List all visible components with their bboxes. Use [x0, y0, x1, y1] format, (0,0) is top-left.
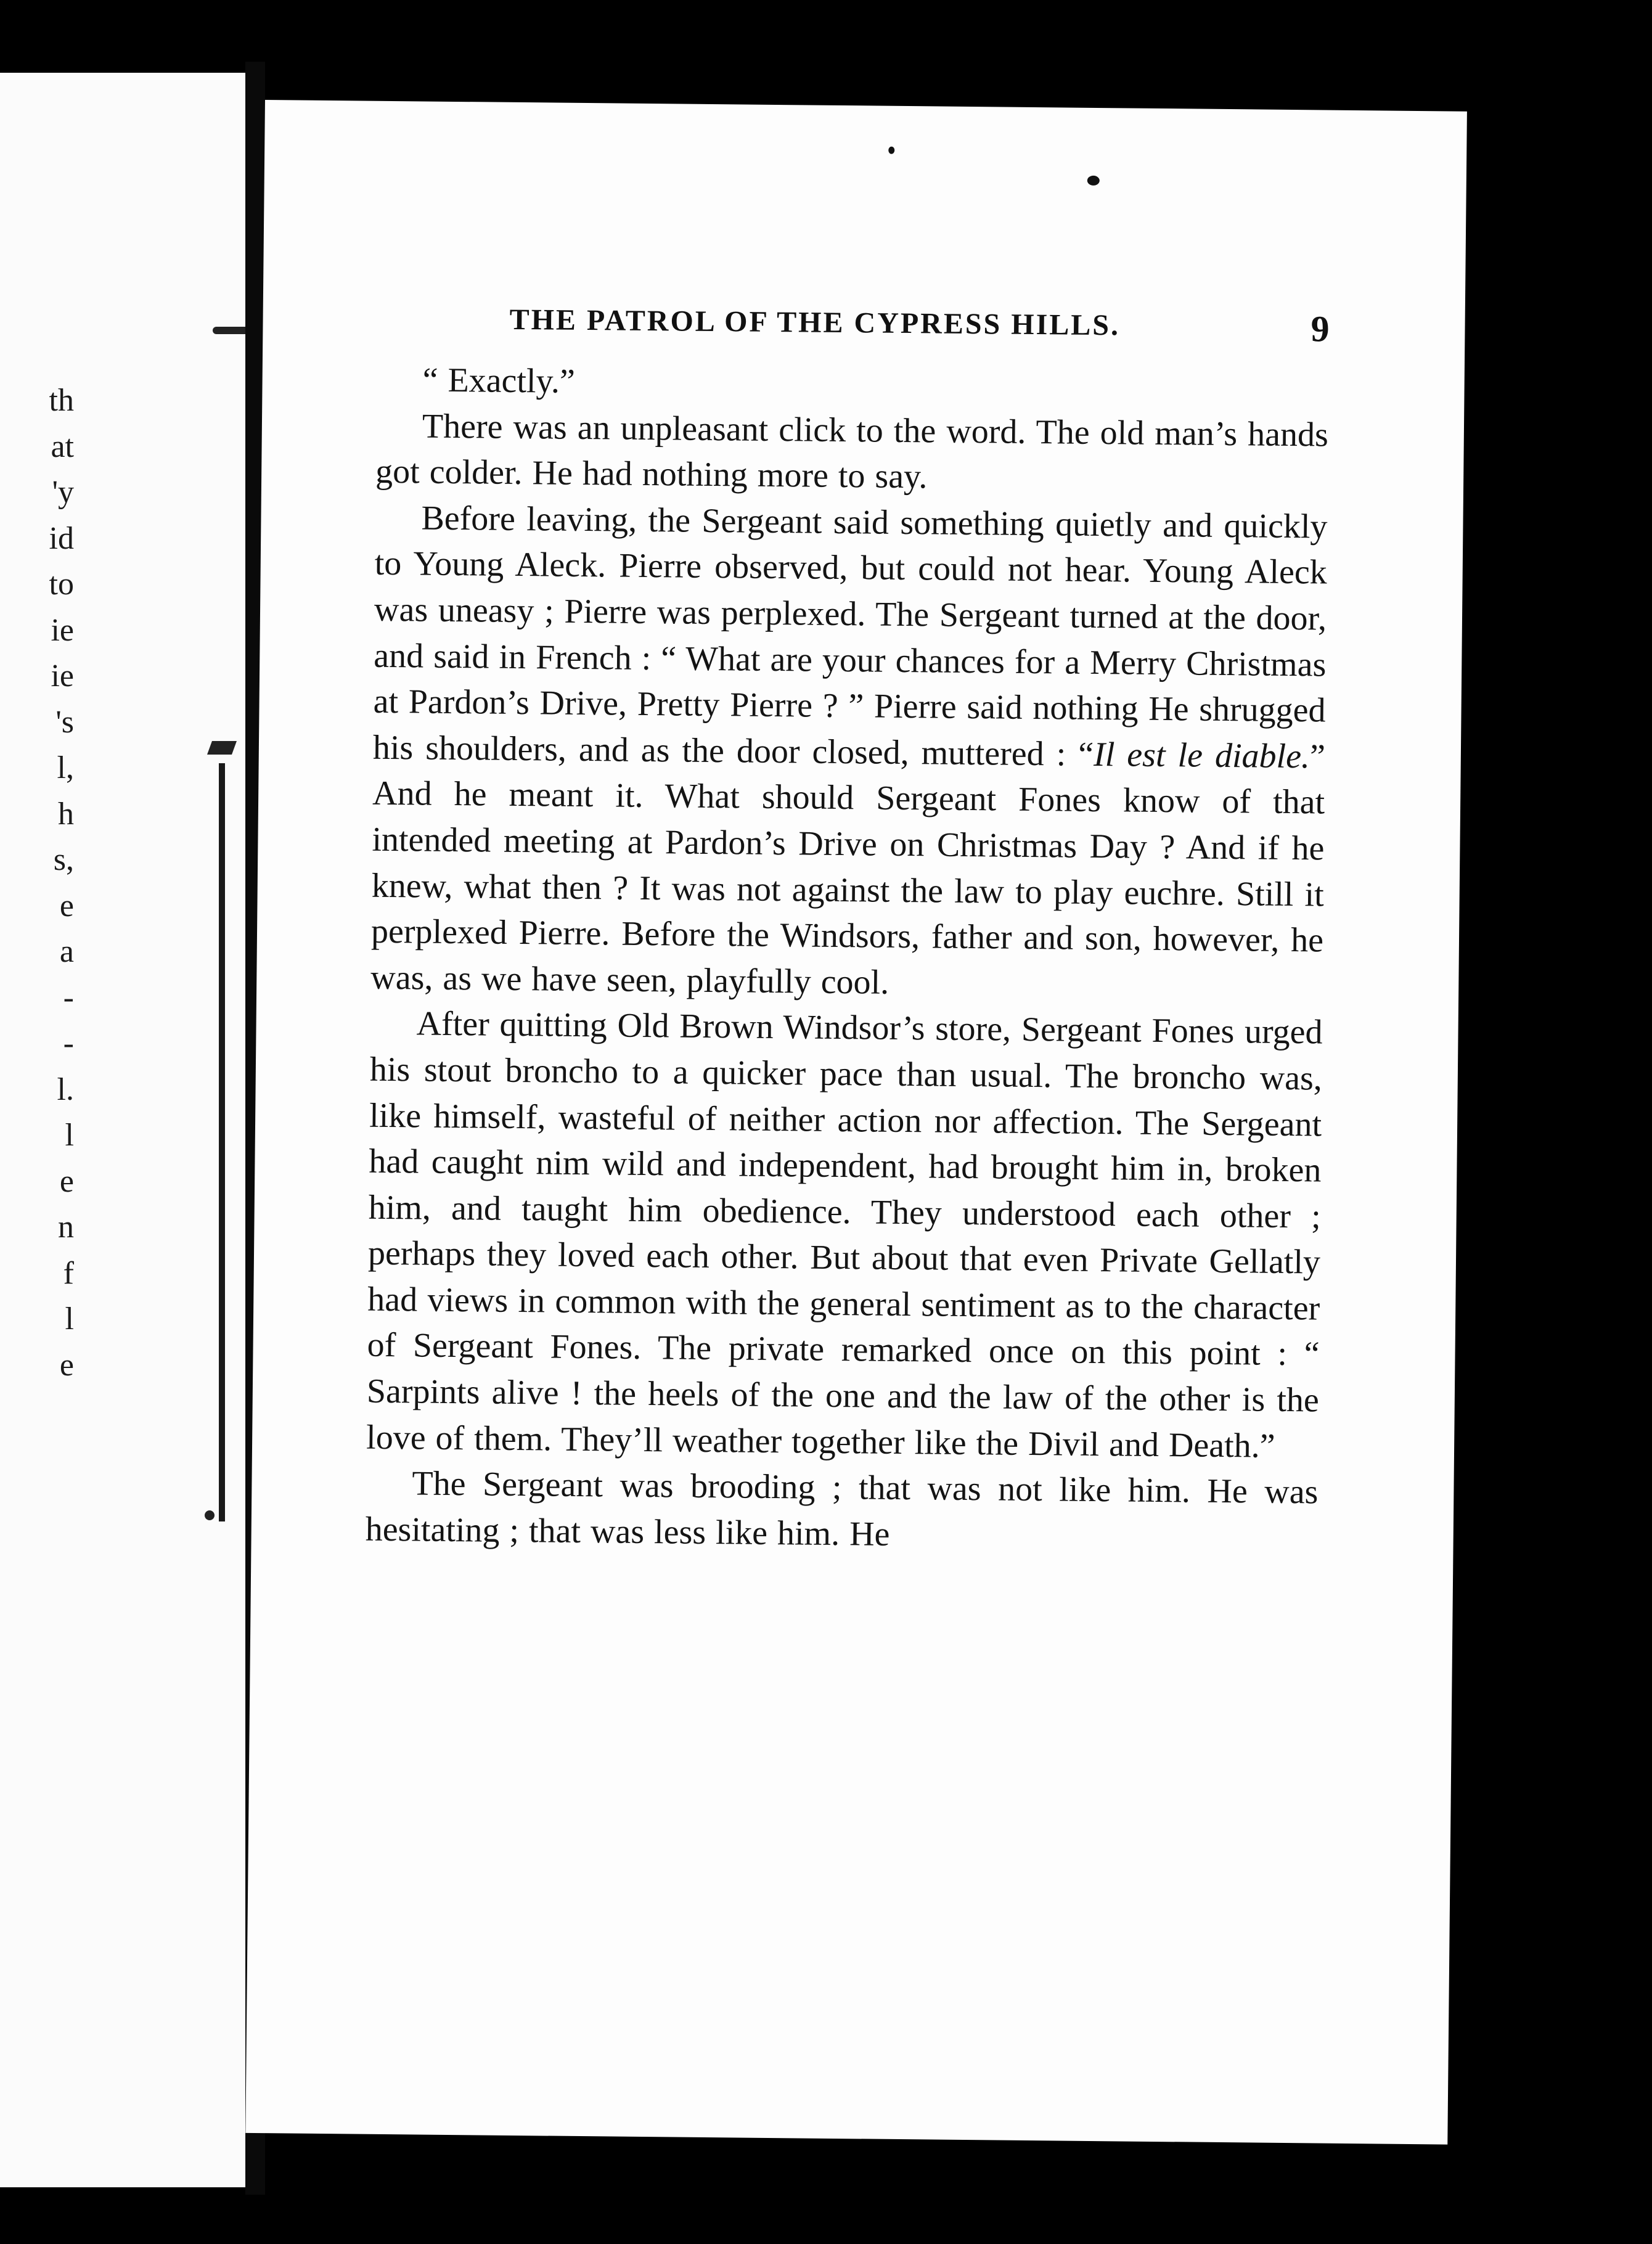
paragraph: The Sergeant was brooding ; that was not like him. He was hesitating ; that was less like him. He	[365, 1464, 1319, 1554]
margin-mark	[213, 327, 250, 334]
fragment-text: th	[49, 383, 74, 418]
fragment-text: f	[63, 1255, 74, 1291]
fragment-text: e	[59, 1347, 74, 1383]
left-page-fragment	[0, 1205, 74, 1251]
fragment-text: e	[59, 1163, 74, 1199]
fragment-text: h	[58, 796, 74, 832]
fragment-text: l.	[57, 1071, 74, 1107]
left-page-fragment	[0, 653, 74, 700]
fragment-text: l	[65, 1118, 74, 1153]
left-page-fragment	[0, 929, 74, 975]
fragment-text: e	[59, 888, 74, 923]
ink-speck	[888, 147, 894, 154]
left-page-fragment	[0, 1021, 74, 1067]
fragment-text: ie	[51, 612, 74, 648]
fragment-text: 'y	[52, 475, 74, 510]
fragment-text: l,	[57, 750, 74, 785]
left-page-fragment	[0, 837, 74, 883]
left-page-fragment	[0, 1067, 74, 1113]
left-page-fragment	[0, 745, 74, 792]
left-page-text-fragments	[0, 378, 74, 1388]
fragment-text: -	[63, 980, 74, 1015]
fragment-text: n	[58, 1210, 74, 1245]
left-page-fragment	[0, 975, 74, 1022]
left-page-fragment	[0, 1343, 74, 1389]
spine-mark	[205, 1510, 215, 1520]
page-number: 9	[1311, 308, 1330, 350]
fragment-text: s,	[53, 842, 74, 877]
page-header	[509, 303, 1330, 366]
italic-quote: Il est le diable.	[1093, 735, 1311, 776]
left-page-fragment	[0, 562, 74, 608]
spine-mark	[207, 741, 237, 755]
left-page-fragment	[0, 516, 74, 562]
spine-line	[219, 763, 225, 1521]
left-page-fragment	[0, 424, 74, 470]
body-text	[365, 357, 1329, 1562]
left-page-fragment	[0, 378, 74, 424]
paragraph: After quitting Old Brown Windsor’s store, Sergeant Fones urged his stout broncho to a quicker pace than usual. The broncho was, like himself, wasteful of neither action nor affection. The Sergeant had caught nim wild and independent, had brought him in, broken him, and taught him obedience. They understood each other ; perhaps they loved each other. But about that even Private Gellatly had views in common with the general sentiment as to the character of Sergeant Fones. The private remarked once on this point : “ Sarpints alive ! the heels of the one and the law of the other is the love of them. They’ll weather together like the Divil and Death.”	[366, 1004, 1323, 1465]
paragraph	[370, 495, 1328, 1010]
left-page-fragment	[0, 1113, 74, 1159]
fragment-text: to	[49, 567, 74, 602]
fragment-text: l	[65, 1301, 74, 1337]
left-page-fragment	[0, 700, 74, 746]
paragraph: “ Exactly.”	[422, 361, 576, 401]
paragraph-text: ” And he meant it. What should Sergeant Fones know of that intended meeting at Pardon’s Drive on Christmas Day ? And if he knew, what then ? It was not against the law to play euchre. Still it perplexed Pierre. Before the Windsors, father and son, however, he was, as we have seen, playfully cool.	[370, 737, 1326, 1002]
paragraph: There was an unpleasant click to the word. The old man’s hands got colder. He had nothing more to say.	[375, 407, 1329, 496]
ink-speck	[1087, 176, 1100, 186]
left-page-fragment	[0, 1296, 74, 1343]
left-page-fragment	[0, 883, 74, 930]
running-head: THE PATROL OF THE CYPRESS HILLS.	[509, 303, 1121, 342]
left-page-fragment	[0, 608, 74, 654]
left-page-fragment	[0, 470, 74, 516]
fragment-text: at	[51, 428, 74, 464]
fragment-text: a	[59, 934, 74, 969]
left-page-fragment	[0, 1159, 74, 1205]
fragment-text: id	[49, 520, 74, 556]
fragment-text: 's	[55, 704, 74, 740]
left-page-fragment	[0, 792, 74, 838]
left-page-fragment	[0, 1251, 74, 1297]
left-facing-page	[0, 73, 245, 2187]
book-page	[245, 100, 1467, 2145]
fragment-text: ie	[51, 658, 74, 694]
paragraph-text: Before leaving, the Sergeant said something quietly and quickly to Young Aleck. Pierre observed, but could not hear. Young Aleck was uneasy ; Pierre was perplexed. The Sergeant turned at the door, and said in French : “ What are your chances for a Merry Christmas at Pardon’s Drive, Pretty Pierre ? ” Pierre said nothing He shrugged his shoulders, and as the door closed, muttered : “	[372, 499, 1328, 774]
fragment-text: -	[63, 1026, 74, 1061]
